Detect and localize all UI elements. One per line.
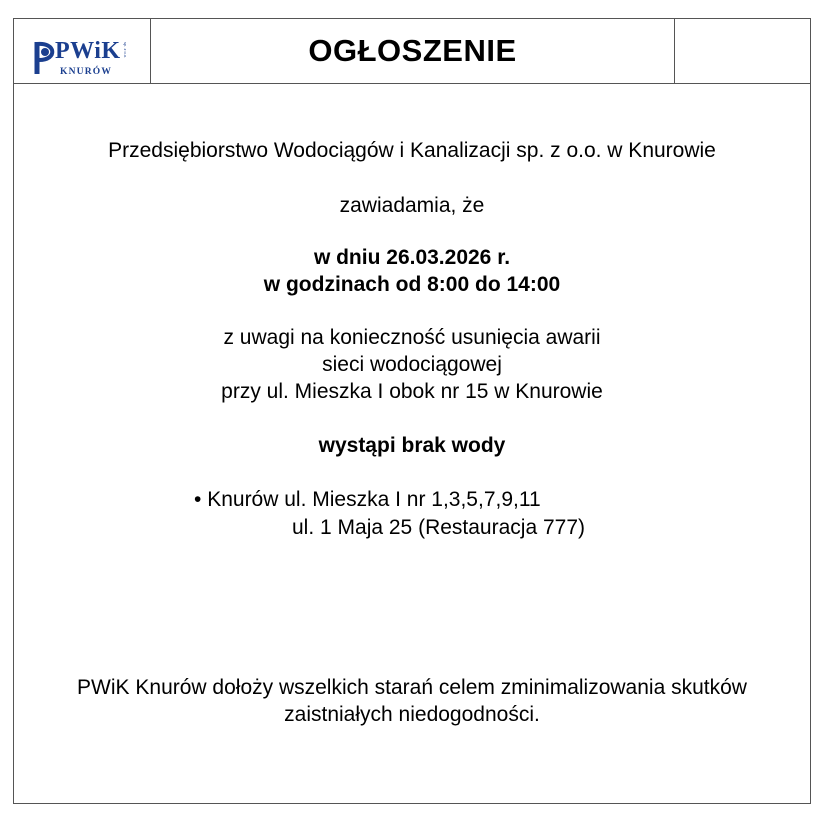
closing-line-1: PWiK Knurów dołoży wszelkich starań celem zminimalizowania skutków: [77, 676, 747, 699]
company-name: Przedsiębiorstwo Wodociągów i Kanalizacji sp. z o.o. w Knurowie: [108, 139, 716, 162]
reason-line-2: sieci wodociągowej: [322, 353, 502, 376]
notice-line: zawiadamia, że: [339, 194, 485, 217]
address-line-2: ul. 1 Maja 25 (Restauracja 777): [292, 516, 585, 539]
logo-subtext: KNURÓW: [60, 67, 113, 77]
closing-line-2: zaistniałych niedogodności.: [284, 703, 540, 726]
title-cell: [151, 19, 675, 83]
page-title: OGŁOSZENIE: [308, 33, 517, 68]
notice-frame: [13, 18, 811, 804]
header-row: [14, 19, 810, 84]
outage-line: wystąpi brak wody: [318, 434, 506, 457]
hours-line: w godzinach od 8:00 do 14:00: [263, 273, 561, 296]
logo-text: PWiK: [55, 38, 121, 64]
reason-line-3: przy ul. Mieszka I obok nr 15 w Knurowie: [221, 380, 603, 403]
bullet: •: [194, 488, 202, 511]
logo-cell: [14, 19, 151, 83]
date-line: w dniu 26.03.2026 r.: [313, 246, 511, 269]
reason-line-1: z uwagi na konieczność usunięcia awarii: [223, 326, 601, 349]
empty-cell: [675, 19, 810, 83]
pwik-logo: [34, 38, 136, 78]
address-line-1: Knurów ul. Mieszka I nr 1,3,5,7,9,11: [207, 488, 541, 511]
logo-tiny-text: sp. z o.o.: [123, 42, 128, 59]
